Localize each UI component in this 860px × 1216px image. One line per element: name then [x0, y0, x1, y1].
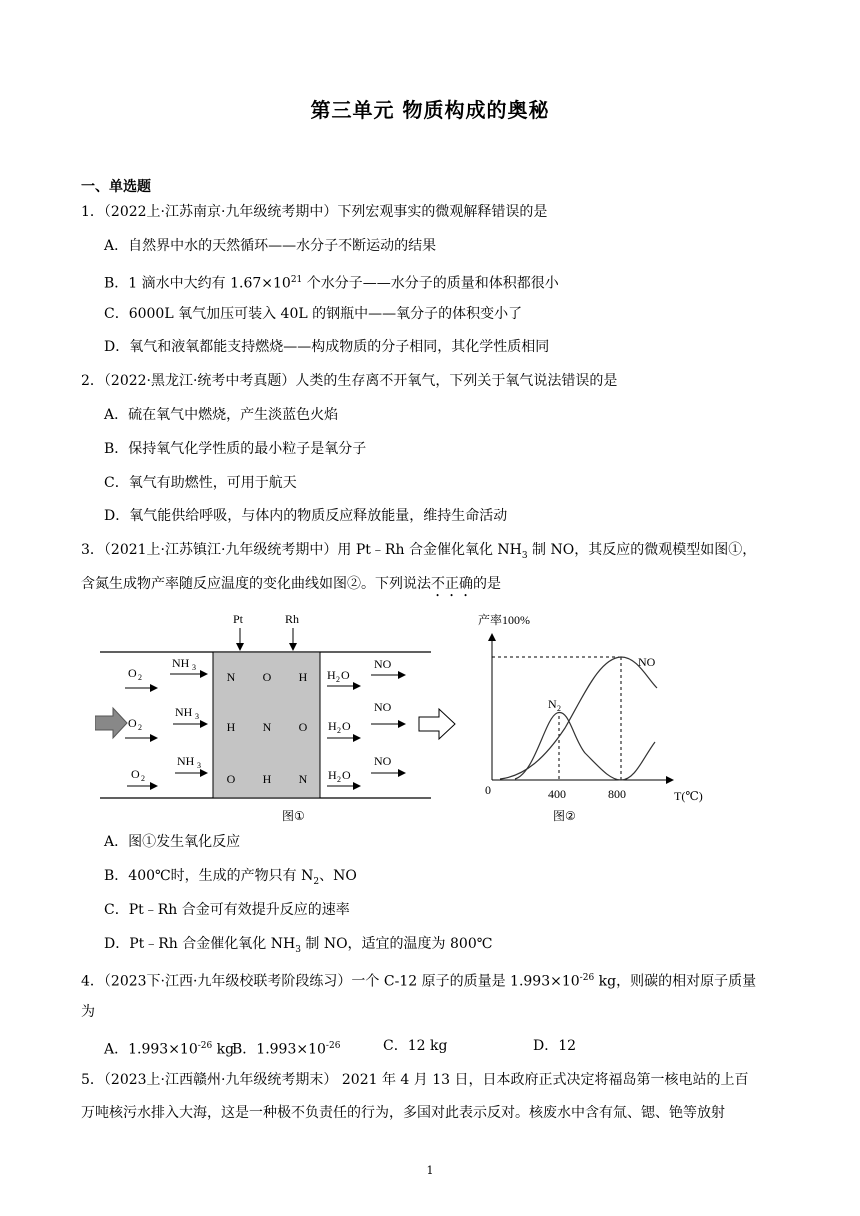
question-1-stem: 1．（2022上·江苏南京·九年级统考期中）下列宏观事实的微观解释错误的是 [81, 204, 548, 220]
svg-text:O: O [131, 767, 140, 781]
h2o-label-1 [327, 668, 350, 684]
x-tick-800: 800 [608, 787, 626, 801]
figure-2-yield-chart [478, 612, 703, 823]
svg-text:H: H [328, 768, 337, 782]
page-number: 1 [426, 1164, 434, 1177]
series-n2-label [548, 697, 561, 713]
svg-text:O: O [226, 772, 236, 786]
pt-label: Pt [233, 612, 244, 626]
o2-label-1 [128, 666, 142, 682]
question-4-stem: 4．（2023下·江西·九年级校联考阶段练习）一个 C-12 原子的质量是 $1.993\times 10^{-26}$ kg，则碳的相对原子质量 [81, 973, 757, 990]
svg-text:2: 2 [557, 704, 561, 713]
svg-text:2: 2 [138, 673, 142, 682]
series-n2-curve [515, 712, 655, 780]
rh-label: Rh [285, 612, 300, 626]
svg-text:O: O [128, 716, 137, 730]
svg-text:O: O [341, 668, 350, 682]
question-4-option-d: D．12 [533, 1038, 577, 1054]
svg-text:2: 2 [337, 775, 341, 784]
nh3-label-1 [172, 656, 196, 672]
svg-text:3: 3 [197, 761, 201, 770]
o2-label-3 [131, 767, 145, 783]
svg-text:N: N [226, 670, 236, 684]
svg-text:O: O [342, 719, 351, 733]
question-4-option-b: B．$1.993\times 10^{-26}$ [232, 1041, 341, 1058]
series-no-label: NO [638, 655, 656, 669]
svg-text:NH: NH [172, 656, 190, 670]
svg-text:H: H [328, 719, 337, 733]
question-2-option-c: C．氧气有助燃性，可用于航天 [104, 475, 297, 491]
no-label-1: NO [374, 657, 392, 671]
question-4-option-c: C．12 kg [383, 1038, 448, 1054]
svg-text:3: 3 [192, 663, 196, 672]
question-2-stem: 2．（2022·黑龙江·统考中考真题）人类的生存离不开氧气，下列关于氧气说法错误的是 [81, 373, 618, 389]
question-3-option-a: A．图①发生氧化反应 [104, 834, 241, 850]
page-title: 第三单元 物质构成的奥秘 [310, 98, 550, 122]
svg-text:2: 2 [138, 723, 142, 732]
question-1-option-b: B．1 滴水中大约有 $1.67\times 10^{21}$ 个水分子——水分子的质量和体积都很小 [104, 275, 559, 292]
emphasis-text: 不正确 [431, 576, 473, 592]
h2o-label-3 [328, 768, 351, 784]
svg-text:H: H [226, 720, 236, 734]
question-1-option-a: A．自然界中水的天然循环——水分子不断运动的结果 [104, 238, 437, 254]
question-1-option-c: C．6000L 氧气加压可装入 40L 的钢瓶中——氧分子的体积变小了 [104, 306, 523, 322]
figure-1-label: 图① [282, 809, 305, 823]
svg-text:N: N [262, 720, 272, 734]
svg-text:N: N [298, 772, 308, 786]
svg-text:O: O [298, 720, 308, 734]
svg-text:O: O [342, 768, 351, 782]
question-3-stem-line2: 含氮生成物产率随反应温度的变化曲线如图②。下列说法不正确的是 [81, 576, 501, 592]
question-3-stem: 3．（2021上·江苏镇江·九年级统考期中）用 Pt﹣Rh 合金催化氧化 $NH_3$ 制 NO，其反应的微观模型如图①， [81, 542, 757, 561]
section-heading: 一、单选题 [81, 179, 151, 195]
svg-text:2: 2 [336, 675, 340, 684]
no-label-2: NO [374, 700, 392, 714]
no-label-3: NO [374, 754, 392, 768]
question-3-option-d: D．Pt﹣Rh 合金催化氧化 $NH_3$ 制 NO，适宜的温度为 800℃ [104, 936, 493, 955]
question-4-stem-line2: 为 [81, 1004, 95, 1020]
svg-text:NH: NH [177, 754, 195, 768]
figure-1-reaction-model [95, 612, 455, 823]
svg-text:H: H [327, 668, 336, 682]
x-axis-label: T(℃) [674, 789, 703, 803]
question-2-option-b: B．保持氧气化学性质的最小粒子是氧分子 [104, 441, 367, 457]
h2o-label-2 [328, 719, 351, 735]
svg-text:NH: NH [175, 705, 193, 719]
nh3-label-2 [175, 705, 199, 721]
svg-text:2: 2 [337, 726, 341, 735]
question-1-option-d: D．氧气和液氧都能支持燃烧——构成物质的分子相同，其化学性质相同 [104, 339, 550, 355]
svg-text:O: O [262, 670, 272, 684]
figure-2-label: 图② [553, 809, 576, 823]
y-axis-label: 产率100% [478, 613, 530, 627]
svg-text:2: 2 [141, 774, 145, 783]
question-3-option-c: C．Pt﹣Rh 合金可有效提升反应的速率 [104, 902, 350, 918]
x-tick-400: 400 [548, 787, 566, 801]
question-4-option-a: A．$1.993\times 10^{-26}$ kg [104, 1041, 235, 1058]
question-5-stem-line2: 万吨核污水排入大海，这是一种极不负责任的行为，多国对此表示反对。核废水中含有氚、锶、铯等放射 [81, 1105, 725, 1121]
svg-text:O: O [128, 666, 137, 680]
question-2-option-d: D．氧气能供给呼吸，与体内的物质反应释放能量，维持生命活动 [104, 508, 508, 524]
question-2-option-a: A．硫在氧气中燃烧，产生淡蓝色火焰 [104, 407, 339, 423]
origin-label: 0 [485, 783, 491, 797]
series-no-curve [500, 657, 657, 779]
question-3-option-b: B．400℃时，生成的产物只有 $N_2$、NO [104, 868, 357, 887]
question-5-stem: 5．（2023上·江西赣州·九年级统考期末） 2021 年 4 月 13 日，日本政府正式决定将福岛第一核电站的上百 [81, 1072, 749, 1088]
svg-text:3: 3 [195, 712, 199, 721]
question-3-figures [95, 608, 715, 828]
svg-text:H: H [262, 772, 272, 786]
svg-text:H: H [298, 670, 308, 684]
o2-label-2 [128, 716, 142, 732]
nh3-label-3 [177, 754, 201, 770]
svg-text:N: N [548, 697, 557, 711]
